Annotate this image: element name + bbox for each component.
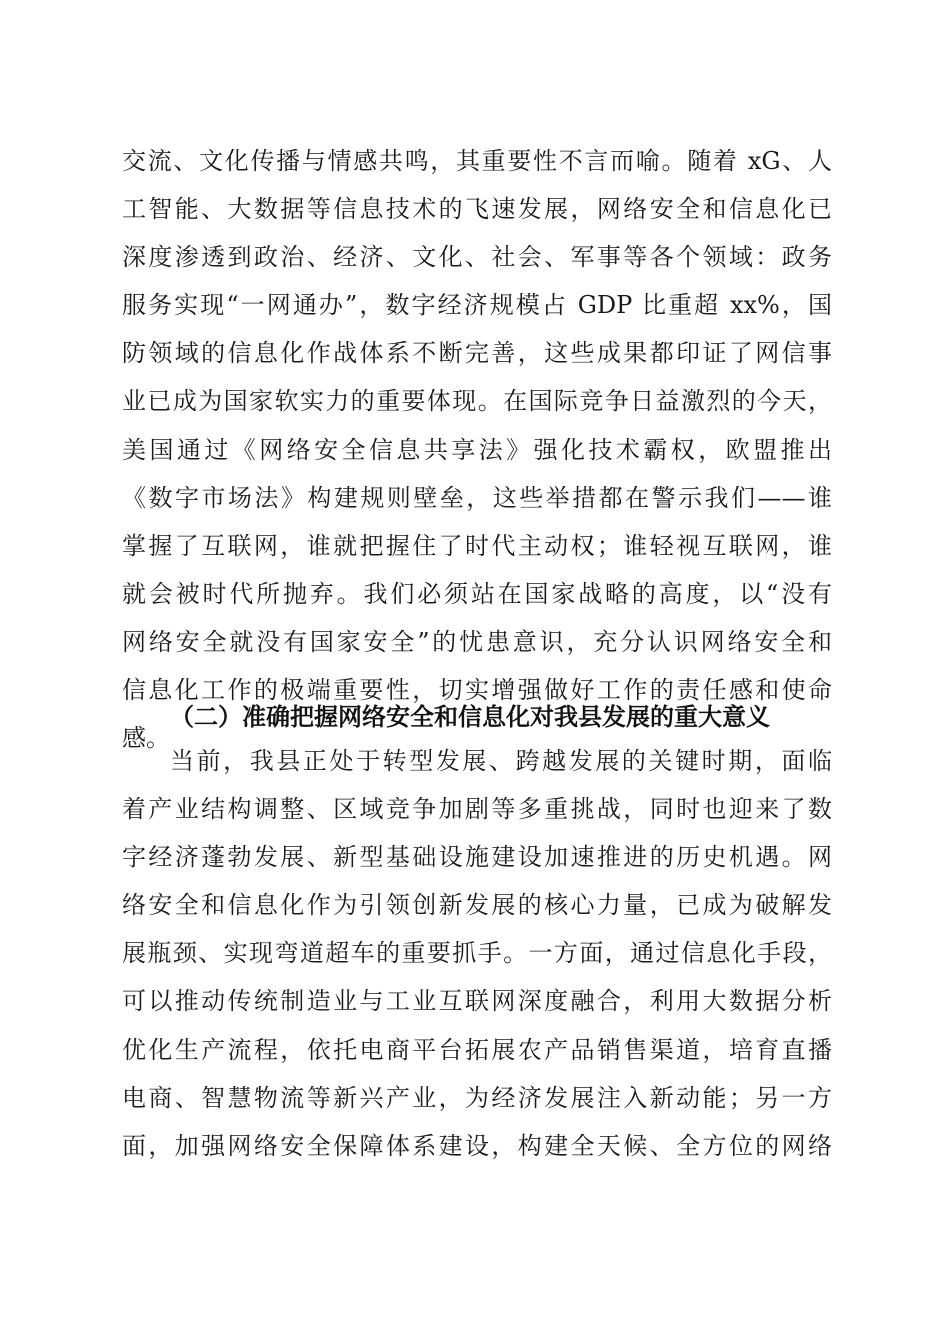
- paragraph-1-line-2: 工智能、大数据等信息技术的飞速发展，网络安全和信息化已: [122, 195, 832, 224]
- paragraph-1-line-6: 业已成为国家软实力的重要体现。在国际竞争日益激烈的今天，: [122, 387, 832, 416]
- paragraph-2-line-7: 优化生产流程，依托电商平台拓展农产品销售渠道，培育直播: [122, 1035, 832, 1064]
- paragraph-2-line-6: 可以推动传统制造业与工业互联网深度融合，利用大数据分析: [122, 987, 832, 1016]
- paragraph-1-line-13: 感。: [122, 724, 170, 753]
- paragraph-2-line-2: 着产业结构调整、区域竞争加剧等多重挑战，同时也迎来了数: [122, 795, 832, 824]
- section-heading-2: [0, 693, 950, 741]
- paragraph-1-line-4: 服务实现“一网通办”，数字经济规模占 GDP 比重超 xx%，国: [122, 291, 832, 320]
- paragraph-2-line-4: 络安全和信息化作为引领创新发展的核心力量，已成为破解发: [122, 891, 832, 920]
- section-heading-2-text: （二）准确把握网络安全和信息化对我县发展的重大意义: [170, 702, 770, 731]
- paragraph-1: [122, 137, 832, 762]
- paragraph-2-line-9: 面，加强网络安全保障体系建设，构建全天候、全方位的网络: [122, 1131, 832, 1160]
- paragraph-1-line-3: 深度渗透到政治、经济、文化、社会、军事等各个领域：政务: [122, 243, 832, 272]
- paragraph-2-line-1: 当前，我县正处于转型发展、跨越发展的关键时期，面临: [170, 747, 832, 775]
- paragraph-1-line-9: 掌握了互联网，谁就把握住了时代主动权；谁轻视互联网，谁: [122, 531, 832, 560]
- paragraph-2: [122, 737, 832, 1170]
- paragraph-1-line-10: 就会被时代所抛弃。我们必须站在国家战略的高度，以“没有: [122, 579, 832, 608]
- paragraph-1-line-12: 信息化工作的极端重要性，切实增强做好工作的责任感和使命: [122, 676, 832, 705]
- paragraph-1-line-8: 《数字市场法》构建规则壁垒，这些举措都在警示我们——谁: [122, 483, 832, 512]
- paragraph-1-line-5: 防领域的信息化作战体系不断完善，这些成果都印证了网信事: [122, 339, 832, 368]
- paragraph-1-line-7: 美国通过《网络安全信息共享法》强化技术霸权，欧盟推出: [122, 435, 832, 464]
- paragraph-2-line-3: 字经济蓬勃发展、新型基础设施建设加速推进的历史机遇。网: [122, 843, 832, 872]
- paragraph-2-line-5: 展瓶颈、实现弯道超车的重要抓手。一方面，通过信息化手段，: [122, 939, 832, 968]
- paragraph-2-line-8: 电商、智慧物流等新兴产业，为经济发展注入新动能；另一方: [122, 1083, 832, 1112]
- paragraph-1-line-11: 网络安全就没有国家安全”的忧患意识，充分认识网络安全和: [122, 627, 832, 656]
- paragraph-1-line-1: 交流、文化传播与情感共鸣，其重要性不言而喻。随着 xG、人: [122, 147, 832, 175]
